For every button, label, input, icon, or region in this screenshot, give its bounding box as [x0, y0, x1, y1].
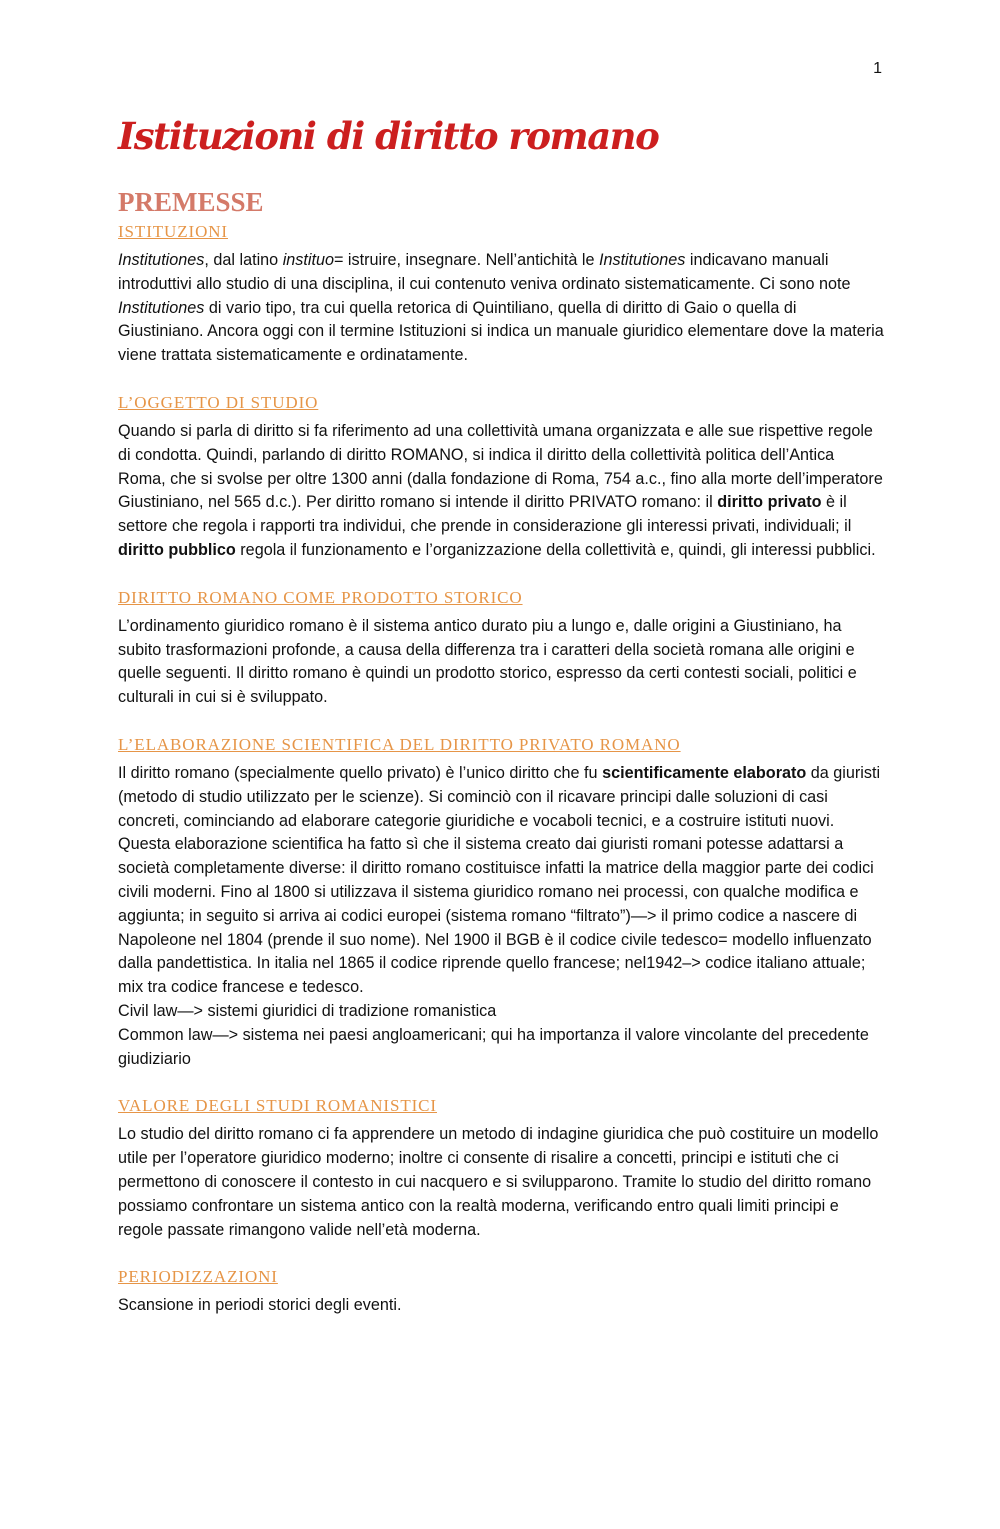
paragraph: L’ordinamento giuridico romano è il sistema antico durato piu a lungo e, dalle origini a Giustiniano, ha subito trasformazioni profonde, a causa della differenza tra i caratteri della società romana alle origini e quelle seguenti. Il diritto romano è quindi un prodotto storico, espresso da certi contesti sociali, politici e culturali in cui si è sviluppato.	[118, 616, 857, 707]
section	[118, 392, 886, 563]
section	[118, 734, 886, 1071]
chapter-heading: PREMESSE	[118, 187, 264, 217]
section	[118, 1095, 886, 1242]
section-heading: PERIODIZZAZIONI	[118, 1267, 278, 1287]
paragraph: Common law—> sistema nei paesi angloamericani; qui ha importanza il valore vincolante del precedente giudiziario	[118, 1025, 869, 1068]
section	[118, 587, 886, 710]
sections-container	[118, 221, 886, 1318]
paragraph: Scansione in periodi storici degli eventi.	[118, 1296, 402, 1315]
section-heading: VALORE DEGLI STUDI ROMANISTICI	[118, 1096, 437, 1116]
section	[118, 221, 886, 368]
section-heading: L’ELABORAZIONE SCIENTIFICA DEL DIRITTO PRIVATO ROMANO	[118, 734, 681, 754]
section-heading: ISTITUZIONI	[118, 222, 228, 241]
paragraph: Civil law—> sistemi giuridici di tradizione romanistica	[118, 1001, 497, 1020]
section-heading: L’OGGETTO DI STUDIO	[118, 392, 319, 412]
section	[118, 1266, 886, 1318]
paragraph: Lo studio del diritto romano ci fa apprendere un metodo di indagine giuridica che può costituire un modello utile per l’operatore giuridico moderno; inoltre ci consente di risalire a concetti, principi e istituti che ci permettono di conoscere il contesto in cui nacquero e si svilupparono. Tramite lo studio del diritto romano possiamo confrontare un sistema antico con la realtà moderna, verificando entro quali limiti principi e regole passate rimangono valide nell’età moderna.	[118, 1125, 879, 1239]
paragraph: Institutiones, dal latino instituo= istruire, insegnare. Nell’antichità le Institutiones indicavano manuali introduttivi allo studio di una disciplina, il cui contenuto veniva ordinato sistematicamente. Ci sono note Institutiones di vario tipo, tra cui quella retorica di Quintiliano, quella di diritto di Gaio o quella di Giustiniano. Ancora oggi con il termine Istituzioni si indica un manuale giuridico elementare dove la materia viene trattata sistematicamente e ordinatamente.	[118, 251, 884, 365]
page-number: 1	[873, 60, 882, 77]
paragraph: Quando si parla di diritto si fa riferimento ad una collettività umana organizzata e alle sue rispettive regole di condotta. Quindi, parlando di diritto ROMANO, si indica il diritto della collettività politica dell’Antica Roma, che si svolse per oltre 1300 anni (dalla fondazione di Roma, 754 a.c., fino alla morte dell’imperatore Giustiniano, nel 565 d.c.). Per diritto romano si intende il diritto PRIVATO romano: il diritto privato è il settore che regola i rapporti tra individui, che prende in considerazione gli interessi privati, individuali; il diritto pubblico regola il funzionamento e l’organizzazione della collettività e, quindi, gli interessi pubblici.	[118, 421, 883, 559]
document-title: Istituzioni di diritto romano	[118, 114, 659, 158]
section-heading: DIRITTO ROMANO COME PRODOTTO STORICO	[118, 587, 523, 607]
document-body	[118, 112, 886, 1318]
paragraph: Il diritto romano (specialmente quello privato) è l’unico diritto che fu scientificamente elaborato da giuristi (metodo di studio utilizzato per le scienze). Si cominciò con il ricavare principi dalle soluzioni di casi concreti, cominciando ad elaborare categorie giuridiche e vocaboli tecnici, e a costruire istituti nuovi. Questa elaborazione scientifica ha fatto sì che il sistema creato dai giuristi romani potesse adattarsi a società completamente diverse: il diritto romano costituisce infatti la matrice della maggior parte dei codici civili moderni. Fino al 1800 si utilizzava il sistema giuridico romano nei processi, con qualche modifica e aggiunta; in seguito si arriva ai codici europei (sistema romano “filtrato”)—> il primo codice a nascere di Napoleone nel 1804 (prende il suo nome). Nel 1900 il BGB è il codice civile tedesco= modello influenzato dalla pandettistica. In italia nel 1865 il codice riprende quello francese; nel1942–> codice italiano attuale; mix tra codice francese e tedesco.	[118, 763, 881, 997]
